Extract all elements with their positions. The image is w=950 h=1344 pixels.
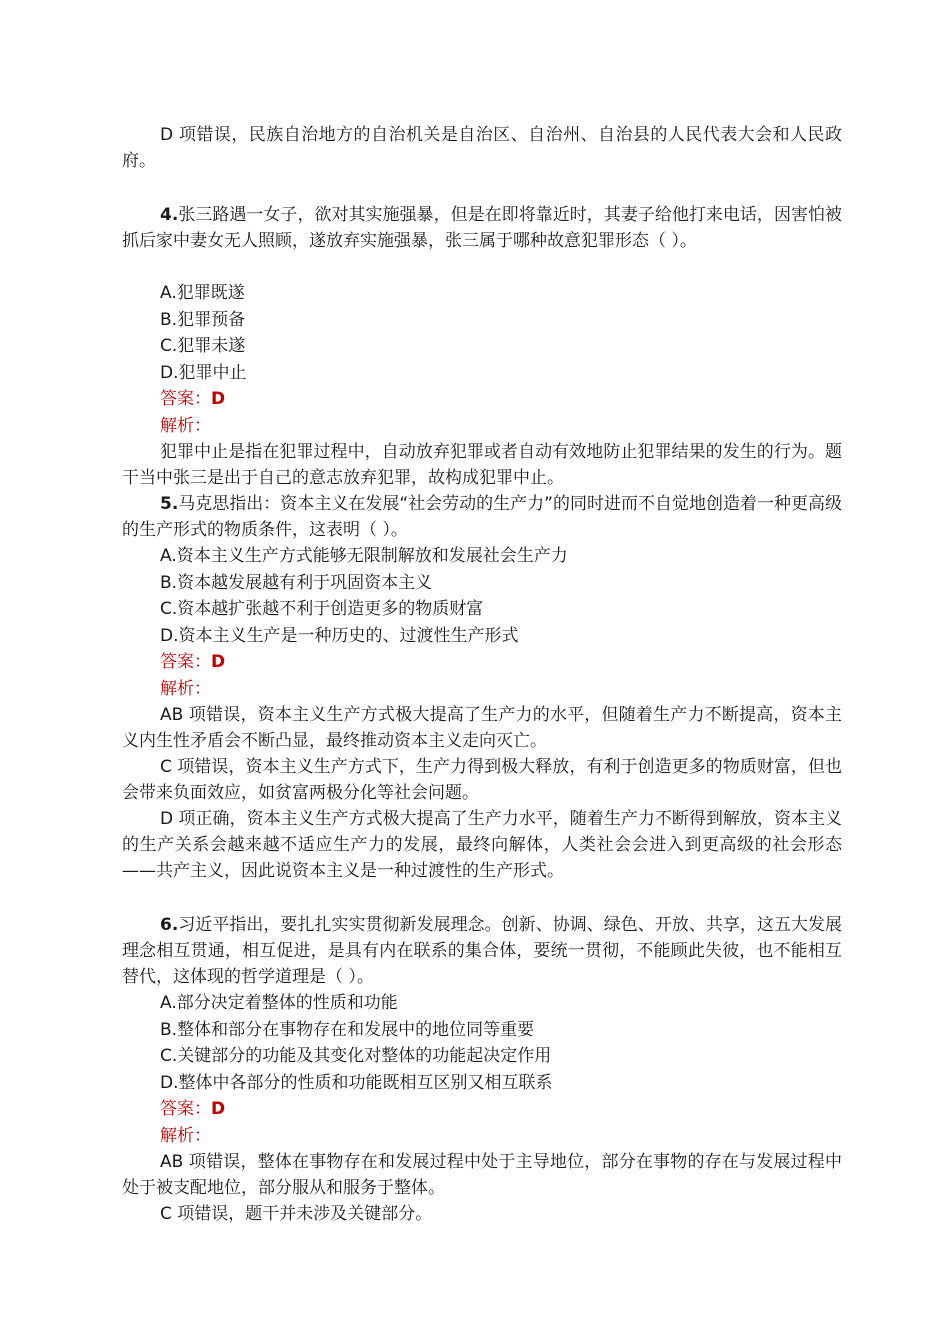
question-6-option-a: A.部分决定着整体的性质和功能 [160, 993, 398, 1013]
question-5-analysis-ab: AB 项错误，资本主义生产方式极大提高了生产力的水平，但随着生产力不断提高，资本主义内生性矛盾会不断凸显，最终推动资本主义走向灭亡。 [122, 705, 842, 751]
question-4-number: 4. [160, 205, 179, 225]
previous-analysis-d: D 项错误，民族自治地方的自治机关是自治区、自治州、自治县的人民代表大会和人民政府。 [122, 125, 842, 171]
question-5-option-c: C.资本越扩张越不利于创造更多的物质财富 [160, 599, 484, 619]
question-5-option-a: A.资本主义生产方式能够无限制解放和发展社会生产力 [160, 546, 568, 566]
question-6-stem [122, 912, 842, 990]
document-page [122, 122, 842, 1227]
answer-value: D [211, 652, 226, 672]
question-4-option-d: D.犯罪中止 [160, 362, 247, 383]
question-5-analysis-c: C 项错误，资本主义生产方式下，生产力得到极大释放，有利于创造更多的物质财富，但也会带来负面效应，如贫富两极分化等社会问题。 [122, 757, 842, 803]
question-5-analysis-d: D 项正确，资本主义生产方式极大提高了生产力水平，随着生产力不断得到解放，资本主义的生产关系会越来越不适应生产力的发展，最终向解体，人类社会会进入到更高级的社会形态——共产主义，因此说资本主义是一种过渡性的生产形式。 [122, 809, 842, 881]
question-6-option-d: D.整体中各部分的性质和功能既相互区别又相互联系 [160, 1072, 553, 1093]
question-5-option-b: B.资本越发展越有利于巩固资本主义 [160, 572, 433, 593]
question-4-analysis-label: 解析： [160, 415, 211, 436]
question-6-analysis-ab: AB 项错误，整体在事物存在和发展过程中处于主导地位，部分在事物的存在与发展过程中处于被支配地位，部分服从和服务于整体。 [122, 1152, 842, 1198]
question-6-text: 习近平指出，要扎扎实实贯彻新发展理念。创新、协调、绿色、开放、共享，这五大发展理念相互贯通，相互促进，是具有内在联系的集合体，要统一贯彻，不能顾此失彼，也不能相互替代，这体现的哲学道理是（ ）。 [122, 915, 842, 987]
question-6-number: 6. [160, 915, 179, 935]
question-4-option-a: A.犯罪既遂 [160, 283, 245, 303]
question-6-analysis-label: 解析： [160, 1125, 211, 1146]
question-5-stem [122, 491, 842, 543]
question-4-stem [122, 202, 842, 254]
question-6-analysis-c: C 项错误，题干并未涉及关键部分。 [160, 1204, 433, 1224]
question-6-option-c: C.关键部分的功能及其变化对整体的功能起决定作用 [160, 1046, 552, 1066]
answer-value: D [211, 1099, 226, 1119]
question-5-analysis-label: 解析： [160, 678, 211, 699]
question-4-option-c: C.犯罪未遂 [160, 336, 246, 356]
question-5 [122, 491, 842, 884]
answer-label: 答案： [160, 652, 211, 672]
answer-label: 答案： [160, 1099, 211, 1119]
question-5-option-d: D.资本主义生产是一种历史的、过渡性生产形式 [160, 625, 519, 646]
question-6-option-b: B.整体和部分在事物存在和发展中的地位同等重要 [160, 1019, 535, 1040]
question-4 [122, 202, 842, 491]
answer-label: 答案： [160, 389, 211, 409]
question-6-answer [122, 1096, 842, 1123]
question-4-answer [122, 386, 842, 413]
question-4-text: 张三路遇一女子，欲对其实施强暴，但是在即将靠近时，其妻子给他打来电话，因害怕被抓后家中妻女无人照顾，遂放弃实施强暴，张三属于哪种故意犯罪形态（ ）。 [122, 205, 842, 251]
question-4-analysis: 犯罪中止是指在犯罪过程中，自动放弃犯罪或者自动有效地防止犯罪结果的发生的行为。题干当中张三是出于自己的意志放弃犯罪，故构成犯罪中止。 [122, 442, 842, 488]
question-5-number: 5. [160, 494, 179, 514]
question-5-text: 马克思指出：资本主义在发展“社会劳动的生产力”的同时进而不自觉地创造着一种更高级的生产形式的物质条件，这表明（ ）。 [122, 494, 842, 540]
question-4-option-b: B.犯罪预备 [160, 309, 246, 330]
answer-value: D [211, 389, 226, 409]
question-6 [122, 912, 842, 1227]
question-5-answer [122, 649, 842, 676]
